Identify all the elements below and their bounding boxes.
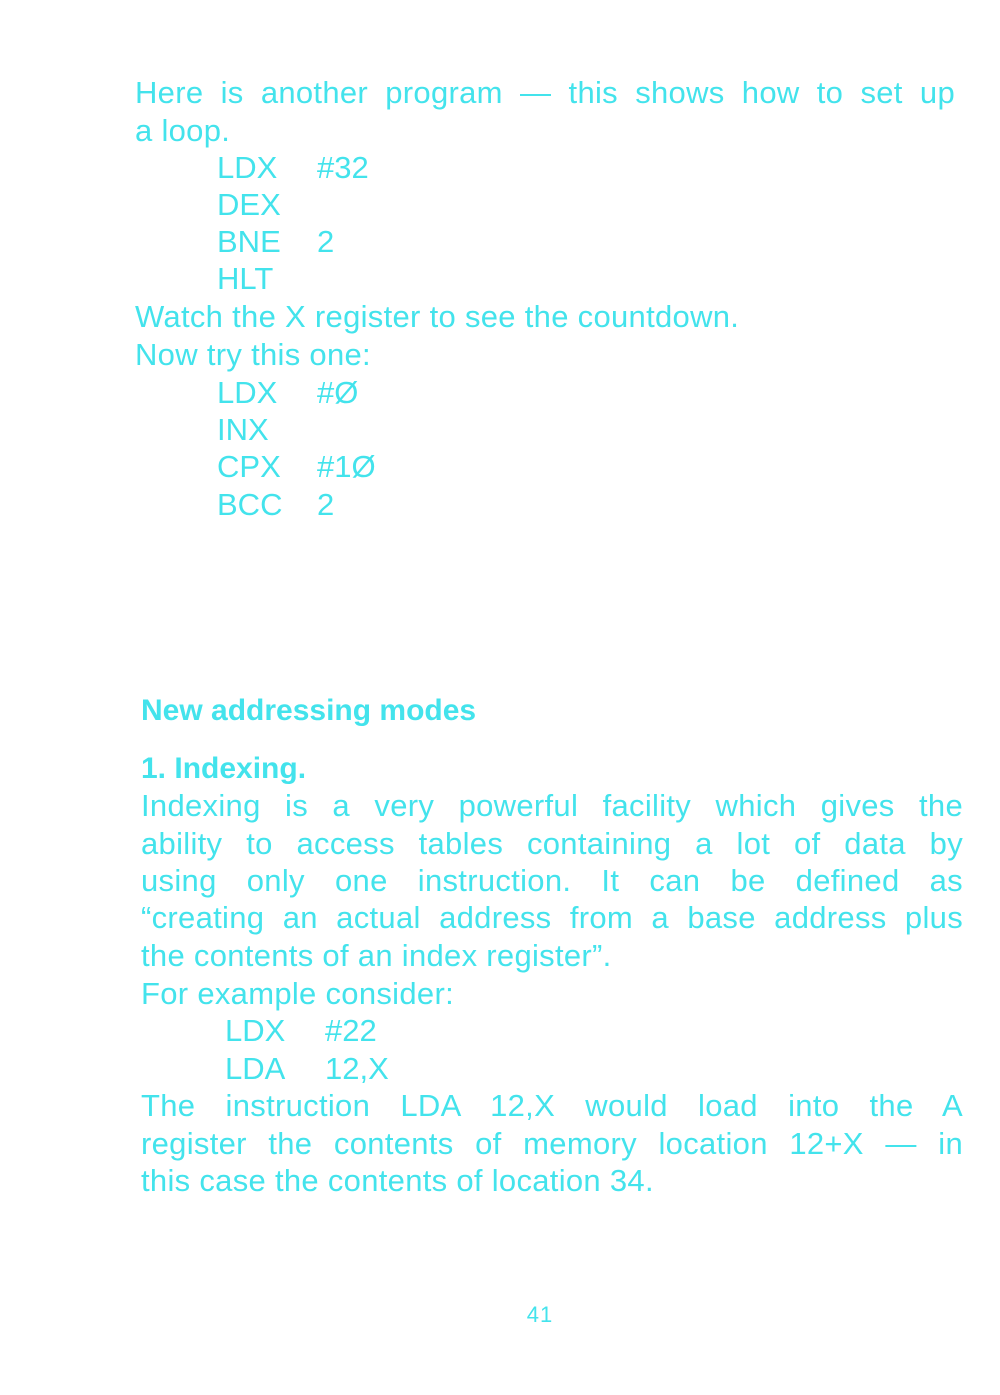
- program3-arg: #22: [325, 1013, 377, 1048]
- program2-line-4: [217, 486, 334, 523]
- indexing-line-4: “creating an actual address from a base address plus: [141, 900, 963, 935]
- try-text: Now try this one:: [135, 337, 371, 372]
- program2-line-3: [217, 448, 376, 485]
- program1-line-3: [217, 223, 334, 260]
- program1-op: HLT: [217, 261, 274, 296]
- program1-line-1: [217, 149, 369, 186]
- example-text: For example consider:: [141, 976, 454, 1011]
- program2-arg: #1Ø: [317, 449, 376, 484]
- program3-op: LDX: [225, 1013, 286, 1048]
- explanation-line-3: this case the contents of location 34.: [141, 1163, 654, 1198]
- section-heading: New addressing modes: [141, 694, 477, 727]
- explanation-line-2: register the contents of memory location 12+X — in: [141, 1126, 963, 1161]
- indexing-line-2: ability to access tables containing a lot of data by: [141, 826, 963, 861]
- program2-arg: #Ø: [317, 375, 359, 410]
- program1-arg: #32: [317, 150, 369, 185]
- intro-line-2: a loop.: [135, 113, 231, 148]
- program2-arg: 2: [317, 487, 335, 522]
- program3-op: LDA: [225, 1051, 286, 1086]
- page-number: 41: [526, 1302, 554, 1327]
- program1-arg: 2: [317, 224, 335, 259]
- indexing-line-1: Indexing is a very powerful facility which gives the: [141, 788, 963, 823]
- program2-line-1: [217, 374, 358, 411]
- program1-op: DEX: [217, 187, 281, 222]
- program1-op: LDX: [217, 150, 278, 185]
- program1-line-2: [217, 186, 317, 223]
- watch-text: Watch the X register to see the countdown.: [135, 299, 740, 334]
- program3-line-1: [225, 1012, 377, 1049]
- explanation-line-1: The instruction LDA 12,X would load into the A: [141, 1088, 963, 1123]
- program2-op: CPX: [217, 449, 281, 484]
- intro-line-1: Here is another program — this shows how to set up: [135, 75, 955, 110]
- subsection-heading: 1. Indexing.: [141, 752, 307, 785]
- program3-arg: 12,X: [325, 1051, 389, 1086]
- program2-op: BCC: [217, 487, 283, 522]
- program2-line-2: [217, 411, 317, 448]
- program1-op: BNE: [217, 224, 281, 259]
- program2-op: LDX: [217, 375, 278, 410]
- program3-line-2: [225, 1050, 389, 1087]
- program1-line-4: [217, 260, 317, 297]
- indexing-line-3: using only one instruction. It can be defined as: [141, 863, 963, 898]
- program2-op: INX: [217, 412, 269, 447]
- indexing-line-5: the contents of an index register”.: [141, 938, 612, 973]
